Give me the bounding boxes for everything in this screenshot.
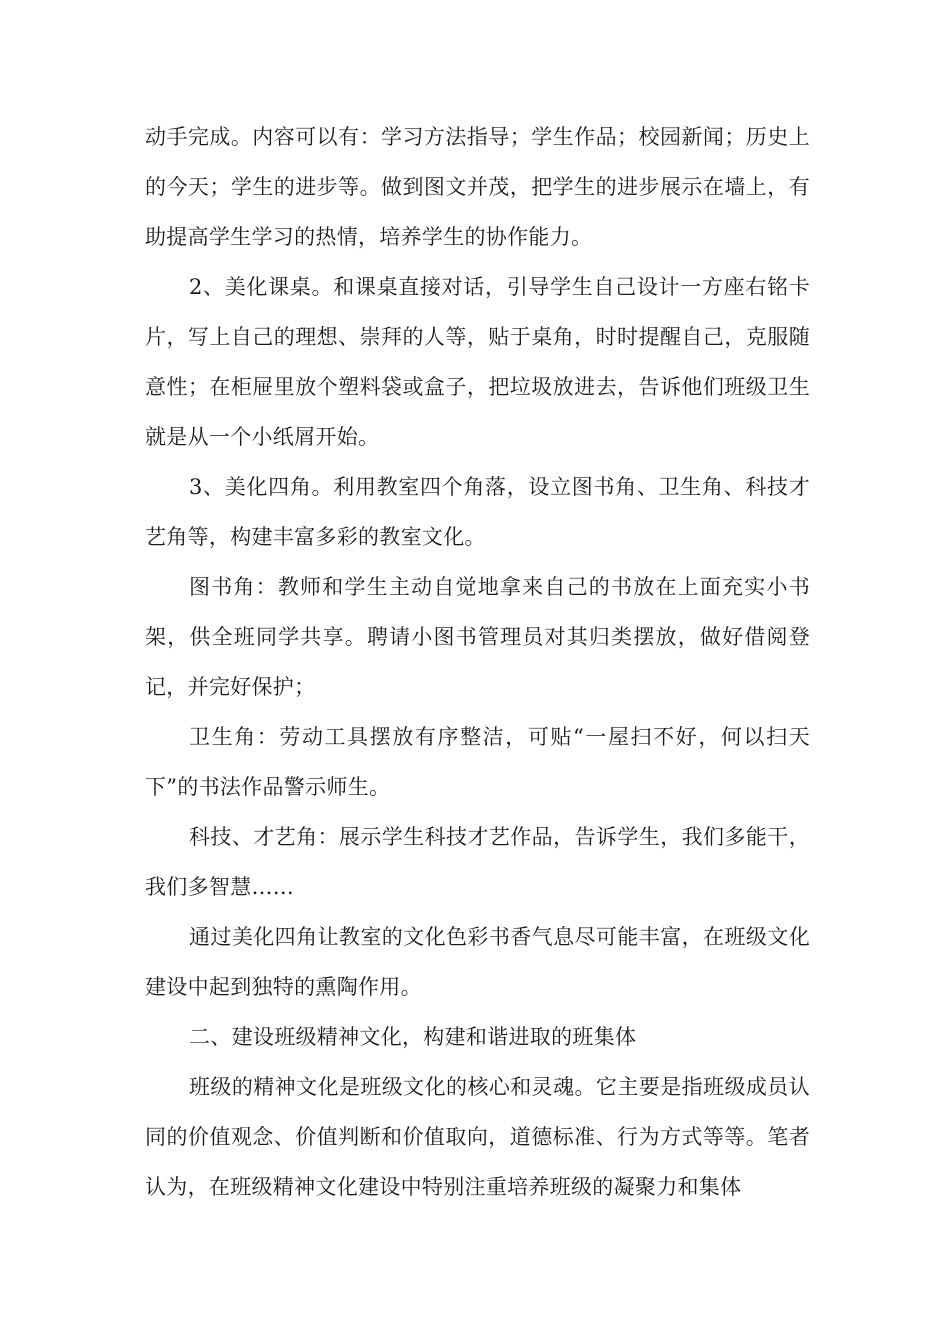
paragraph-tech-art-corner: 科技、才艺角：展示学生科技才艺作品，告诉学生，我们多能干，我们多智慧……: [145, 825, 810, 899]
paragraph-book-corner: 图书角：教师和学生主动自觉地拿来自己的书放在上面充实小书架，供全班同学共享。聘请小图书管理员对其归类摆放，做好借阅登记，并完好保护；: [145, 575, 810, 699]
paragraph-four-corners: 3、美化四角。利用教室四个角落，设立图书角、卫生角、科技才艺角等，构建丰富多彩的教室文化。: [145, 475, 810, 549]
paragraph-continuation: 动手完成。内容可以有：学习方法指导；学生作品；校园新闻；历史上的今天；学生的进步等。做到图文并茂，把学生的进步展示在墙上，有助提高学生学习的热情，培养学生的协作能力。: [145, 125, 810, 249]
paragraph-corners-summary: 通过美化四角让教室的文化色彩书香气息尽可能丰富，在班级文化建设中起到独特的熏陶作用。: [145, 925, 810, 999]
document-body: [145, 112, 810, 1212]
paragraph-hygiene-corner: 卫生角：劳动工具摆放有序整洁，可贴“一屋扫不好，何以扫天下”的书法作品警示师生。: [145, 725, 810, 799]
paragraph-spiritual-culture: 班级的精神文化是班级文化的核心和灵魂。它主要是指班级成员认同的价值观念、价值判断和价值取向，道德标准、行为方式等等。笔者认为，在班级精神文化建设中特别注重培养班级的凝聚力和集体: [145, 1075, 810, 1199]
paragraph-desk-decoration: 2、美化课桌。和课桌直接对话，引导学生自己设计一方座右铭卡片，写上自己的理想、崇拜的人等，贴于桌角，时时提醒自己，克服随意性；在柜屉里放个塑料袋或盒子，把垃圾放进去，告诉他们班级卫生就是从一个小纸屑开始。: [145, 275, 810, 449]
section-heading: 二、建设班级精神文化，构建和谐进取的班集体: [189, 1025, 637, 1049]
